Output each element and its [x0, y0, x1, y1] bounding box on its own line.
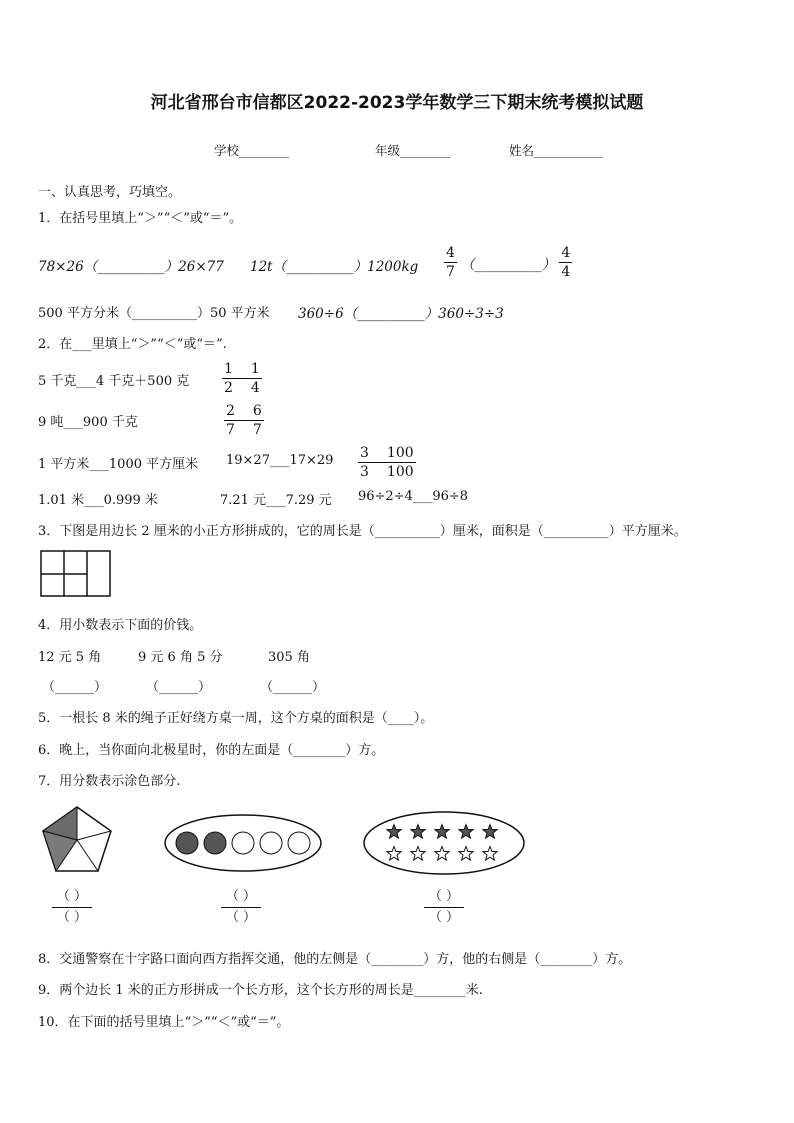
q2-item-1a: 5 千克___4 千克＋500 克 — [38, 374, 190, 389]
question-3: 3．下图是用边长 2 厘米的小正方形拼成的，它的周长是（__________）厘米，面积是（__________）平方厘米。 — [38, 524, 687, 539]
q2-item-2a: 9 吨___900 千克 — [38, 415, 138, 430]
answer-blank[interactable] — [235, 378, 249, 379]
question-1-stem: 1．在括号里填上“＞”“＜”或“＝”。 — [38, 211, 243, 226]
fraction: $\frac{4}{4}$ — [561, 245, 571, 280]
star-filled-icon — [411, 825, 425, 839]
question-8: 8．交通警察在十字路口面向西方指挥交通，他的左侧是（________）方，他的右侧是（________）方。 — [38, 952, 632, 967]
q1-item-b: 12t（__________）1200kg — [250, 259, 419, 275]
q2-item-4b: 7.21 元___7.29 元 — [220, 493, 332, 508]
fraction: $\frac{6}{7}$ — [252, 403, 262, 438]
q2-item-4c: 96÷2÷4___96÷8 — [358, 489, 469, 504]
answer-blank[interactable] — [237, 420, 251, 421]
q2-item-3b: 19×27___17×29 — [226, 453, 334, 468]
q1-item-a: 78×26（__________）26×77 — [38, 259, 224, 275]
page-title: 河北省邢台市信都区2022-2023学年数学三下期末统考模拟试题 — [150, 93, 644, 113]
answer-blank[interactable]: （__________） — [460, 256, 556, 273]
star-outline-icon — [387, 847, 401, 861]
question-5: 5．一根长 8 米的绳子正好绕方桌一周，这个方桌的面积是（____）。 — [38, 711, 434, 726]
answer-fraction-2[interactable]: （ ） （ ） — [221, 890, 261, 926]
fraction: $\frac{1}{4}$ — [250, 361, 260, 396]
price-1: 12 元 5 角 — [38, 650, 102, 665]
question-2-stem: 2．在___里填上“＞”“＜”或“＝”. — [38, 337, 227, 352]
star-filled-icon — [387, 825, 401, 839]
fraction: $\frac{1}{2}$ — [224, 361, 233, 396]
school-field: 学校________ — [214, 143, 290, 158]
question-10: 10．在下面的括号里填上“＞”“＜”或“＝”。 — [38, 1015, 290, 1030]
question-6: 6．晚上，当你面向北极星时，你的左面是（________）方。 — [38, 743, 385, 758]
q2-item-4a: 1.01 米___0.999 米 — [38, 493, 158, 508]
answer-fraction-1[interactable]: （ ） （ ） — [52, 890, 92, 926]
section-heading: 一、认真思考，巧填空。 — [38, 185, 182, 200]
q1-item-d: 500 平方分米（__________）50 平方米 — [38, 306, 270, 321]
grade-field: 年级________ — [375, 143, 451, 158]
q2-item-2b — [224, 400, 264, 437]
answer-fraction-3[interactable]: （ ） （ ） — [424, 890, 464, 926]
q2-item-3c — [358, 442, 416, 479]
q1-item-e: 360÷6（__________）360÷3÷3 — [298, 306, 504, 322]
fraction: $\frac{2}{7}$ — [226, 403, 235, 438]
star-filled-icon — [459, 825, 473, 839]
question-4-stem: 4．用小数表示下面的价钱。 — [38, 618, 203, 633]
answer-blank[interactable]: （______） — [146, 680, 212, 695]
price-2: 9 元 6 角 5 分 — [138, 650, 223, 665]
star-outline-icon — [435, 847, 449, 861]
q2-item-1b — [222, 358, 262, 395]
name-field: 姓名___________ — [509, 143, 603, 158]
stars-figure — [362, 810, 526, 876]
star-outline-icon — [483, 847, 497, 861]
q2-item-3a: 1 平方米___1000 平方厘米 — [38, 457, 199, 472]
squares-figure — [40, 550, 112, 598]
fraction: $\frac{3}{3}$ — [360, 445, 369, 480]
star-filled-icon — [483, 825, 497, 839]
answer-blank[interactable] — [371, 462, 385, 463]
circles-figure — [163, 813, 323, 873]
star-outline-icon — [459, 847, 473, 861]
star-outline-icon — [411, 847, 425, 861]
price-3: 305 角 — [268, 650, 310, 665]
pentagon-figure — [40, 804, 114, 874]
q1-item-c — [444, 242, 572, 279]
fraction: $\frac{4}{7}$ — [446, 245, 455, 280]
star-filled-icon — [435, 825, 449, 839]
fraction: $\frac{100}{100}$ — [386, 445, 414, 480]
answer-blank[interactable]: （______） — [260, 680, 326, 695]
question-7-stem: 7．用分数表示涂色部分. — [38, 774, 181, 789]
answer-blank[interactable]: （______） — [42, 680, 108, 695]
question-9: 9．两个边长 1 米的正方形拼成一个长方形，这个长方形的周长是________米. — [38, 983, 483, 998]
